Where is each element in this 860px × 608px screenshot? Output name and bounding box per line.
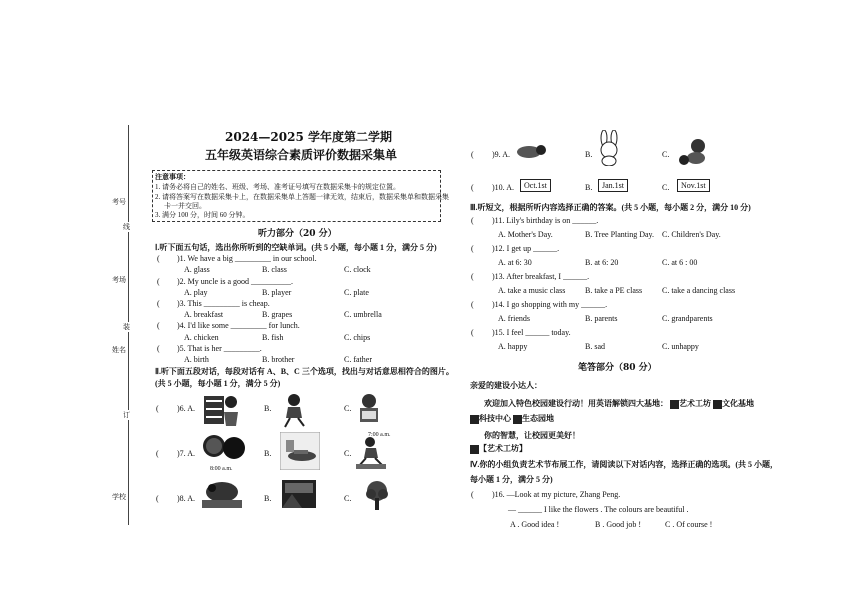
animal-with-ball-image <box>678 136 710 166</box>
question-7-label: )7. A. <box>177 449 195 458</box>
option-a: A. friends <box>498 314 530 323</box>
question-10-label: )10. A. <box>492 183 514 192</box>
tree-image <box>362 480 392 510</box>
breakfast-image <box>280 432 320 470</box>
part4-instruction: Ⅳ.你的小组负责艺术节布展工作，请阅读以下对话内容，选择正确的选项。(共 5 小题， <box>470 460 779 469</box>
option-c: C. at 6 : 00 <box>662 258 698 267</box>
page-title: 2024—2025 学年度第二学期 <box>225 130 392 144</box>
eco-garden-icon <box>513 415 522 424</box>
part2-instruction: Ⅱ.听下面五段对话，每段对话有 A、B、C 三个选项，找出与对话意思相符合的图片。 <box>155 367 454 376</box>
option-b: B. parents <box>585 314 618 323</box>
option-b: B. at 6: 20 <box>585 258 619 267</box>
answer-paren: ( <box>471 150 474 159</box>
forest-photo-image <box>282 480 316 508</box>
answer-paren: ( <box>471 216 474 225</box>
binding-mark-fix: 订 <box>123 411 130 419</box>
answer-paren: ( <box>157 321 160 330</box>
listening-heading: 听力部分（20 分） <box>258 229 337 239</box>
option-c: C. chips <box>344 333 371 342</box>
question-stem: )5. That is her _________. <box>177 344 262 353</box>
question-6-label: )6. A. <box>177 404 195 413</box>
binding-mark-bind: 装 <box>123 323 130 331</box>
binding-label-exam-number: 考号 <box>112 198 126 206</box>
question-8-label: )8. A. <box>177 494 195 503</box>
option-b-label: B. <box>585 183 593 192</box>
base-tech: 科技中心 <box>479 414 511 423</box>
notice-item-2: 2. 请将答案写在数据采集卡上，在数据采集单上答题一律无效，结束后，数据采集单和数据采集 <box>155 193 449 201</box>
option-a: A. glass <box>184 265 210 274</box>
option-b-label: B. <box>264 404 272 413</box>
option-b: B. class <box>262 265 287 274</box>
question-9-label: )9. A. <box>492 150 510 159</box>
option-b-label: B. <box>264 449 272 458</box>
answer-paren: ( <box>157 277 160 286</box>
base-art: 艺术工坊 <box>679 399 711 408</box>
art-workshop-icon <box>670 400 679 409</box>
notice-item-2-cont: 卡一并交回。 <box>164 202 206 210</box>
option-c-label: C. <box>662 183 670 192</box>
sleeping-animal-image <box>515 142 549 160</box>
binding-label-school: 学校 <box>112 493 126 501</box>
option-b: B . Good job ! <box>595 520 641 529</box>
answer-paren: ( <box>471 328 474 337</box>
option-a: A. chicken <box>184 333 219 342</box>
notice-item-1: 1. 请务必将自己的姓名、班级、考场、准考证号填写在数据采集卡的规定位置。 <box>155 183 400 191</box>
notice-heading: 注意事项： <box>155 173 190 181</box>
notice-item-3: 3. 满分 100 分，时间 60 分钟。 <box>155 211 250 219</box>
question-stem: )4. I'd like some _________ for lunch. <box>177 321 300 330</box>
boy-reading-image <box>356 392 382 428</box>
binding-label-exam-room: 考场 <box>112 276 126 284</box>
question-stem: )11. Lily's birthday is on ______. <box>492 216 599 225</box>
option-c-label: C. <box>344 404 352 413</box>
answer-paren: ( <box>471 244 474 253</box>
question-stem: )14. I go shopping with my ______. <box>492 300 608 309</box>
option-b: B. sad <box>585 342 605 351</box>
page-subtitle: 五年级英语综合素质评价数据采集单 <box>205 148 398 162</box>
option-b: B. grapes <box>262 310 293 319</box>
clock-time-label: 8:00 a.m. <box>210 466 233 472</box>
books-girl-image <box>202 388 240 428</box>
writing-intro: 亲爱的建设小达人： <box>470 381 542 390</box>
option-c: C. Children's Day. <box>662 230 721 239</box>
date-box-oct: Oct.1st <box>520 179 551 192</box>
writing-line1-text: 欢迎加入特色校园建设行动！用英语解锁四大基地： <box>484 399 668 408</box>
answer-paren: ( <box>471 272 474 281</box>
option-c-label: C. <box>662 150 670 159</box>
answer-paren: ( <box>471 490 474 499</box>
option-c: C. take a dancing class <box>662 286 736 295</box>
answer-paren: ( <box>156 494 159 503</box>
tech-center-icon <box>470 415 479 424</box>
option-c: C. unhappy <box>662 342 699 351</box>
part3-instruction: Ⅲ.听短文，根据所听内容选择正确的答案。(共 5 小题，每小题 2 分，满分 10 分) <box>470 203 751 212</box>
question-stem: )13. After breakfast, I ______. <box>492 272 590 281</box>
base-eco: 生态园地 <box>522 414 554 423</box>
question-reply: — ______ I like the flowers . The colours are beautiful . <box>508 505 689 514</box>
answer-paren: ( <box>157 254 160 263</box>
girl-running-image <box>280 392 308 428</box>
option-c: C . Of course ! <box>665 520 713 529</box>
option-c-label: C. <box>344 449 352 458</box>
answer-paren: ( <box>471 300 474 309</box>
option-a: A. play <box>184 288 208 297</box>
option-b: B. brother <box>262 355 295 364</box>
binding-label-name: 姓名 <box>112 346 126 354</box>
part1-instruction: Ⅰ.听下面五句话，选出你所听到的空缺单词。(共 5 小题，每小题 1 分，满分 5 分) <box>155 243 437 252</box>
part4-instruction-cont: 每小题 1 分，满分 5 分) <box>470 475 553 484</box>
run-time-label: 7:00 a.m. <box>368 432 391 438</box>
answer-paren: ( <box>471 183 474 192</box>
date-box-jan: Jan.1st <box>598 179 628 192</box>
option-b: B. Tree Planting Day. <box>585 230 655 239</box>
culture-base-icon <box>713 400 722 409</box>
answer-paren: ( <box>157 344 160 353</box>
option-a: A. at 6: 30 <box>498 258 532 267</box>
art-tag-icon <box>470 445 479 454</box>
option-c: C. father <box>344 355 372 364</box>
writing-line2 <box>470 413 554 424</box>
base-culture: 文化基地 <box>722 399 754 408</box>
answer-paren: ( <box>157 299 160 308</box>
rabbit-image <box>595 130 623 166</box>
question-stem: )3. This _________ is cheap. <box>177 299 270 308</box>
garden-scene-image <box>202 478 242 508</box>
option-a: A. Mother's Day. <box>498 230 553 239</box>
option-b: B. fish <box>262 333 284 342</box>
option-c: C. clock <box>344 265 371 274</box>
part2-instruction-cont: (共 5 小题，每小题 1 分，满分 5 分) <box>155 379 281 388</box>
option-a: A. breakfast <box>184 310 224 319</box>
writing-heading: 笔答部分（80 分） <box>578 363 657 373</box>
question-stem: )1. We have a big _________ in our school. <box>177 254 317 263</box>
answer-paren: ( <box>156 404 159 413</box>
option-a: A. take a music class <box>498 286 566 295</box>
writing-line1 <box>484 398 754 409</box>
answer-paren: ( <box>156 449 159 458</box>
option-a: A. happy <box>498 342 528 351</box>
question-stem: )12. I get up ______. <box>492 244 560 253</box>
option-b-label: B. <box>264 494 272 503</box>
option-b: B. player <box>262 288 292 297</box>
option-c: C. plate <box>344 288 369 297</box>
option-a: A . Good idea ! <box>510 520 560 529</box>
date-box-nov: Nov.1st <box>677 179 710 192</box>
art-tag-text: 【艺术工坊】 <box>479 444 527 453</box>
option-b-label: B. <box>585 150 593 159</box>
question-stem: )2. My uncle is a good __________. <box>177 277 293 286</box>
option-a: A. birth <box>184 355 209 364</box>
question-stem: )16. —Look at my picture, Zhang Peng. <box>492 490 621 499</box>
question-stem: )15. I feel ______ today. <box>492 328 571 337</box>
art-workshop-tag <box>470 443 527 454</box>
binding-mark-line: 线 <box>123 223 130 231</box>
option-b: B. take a PE class <box>585 286 643 295</box>
option-c-label: C. <box>344 494 352 503</box>
option-c: C. grandparents <box>662 314 713 323</box>
writing-line3: 你的智慧，让校园更美好！ <box>484 431 580 440</box>
boy-running-image <box>356 436 386 470</box>
clock-image <box>202 432 246 468</box>
option-c: C. umbrella <box>344 310 382 319</box>
